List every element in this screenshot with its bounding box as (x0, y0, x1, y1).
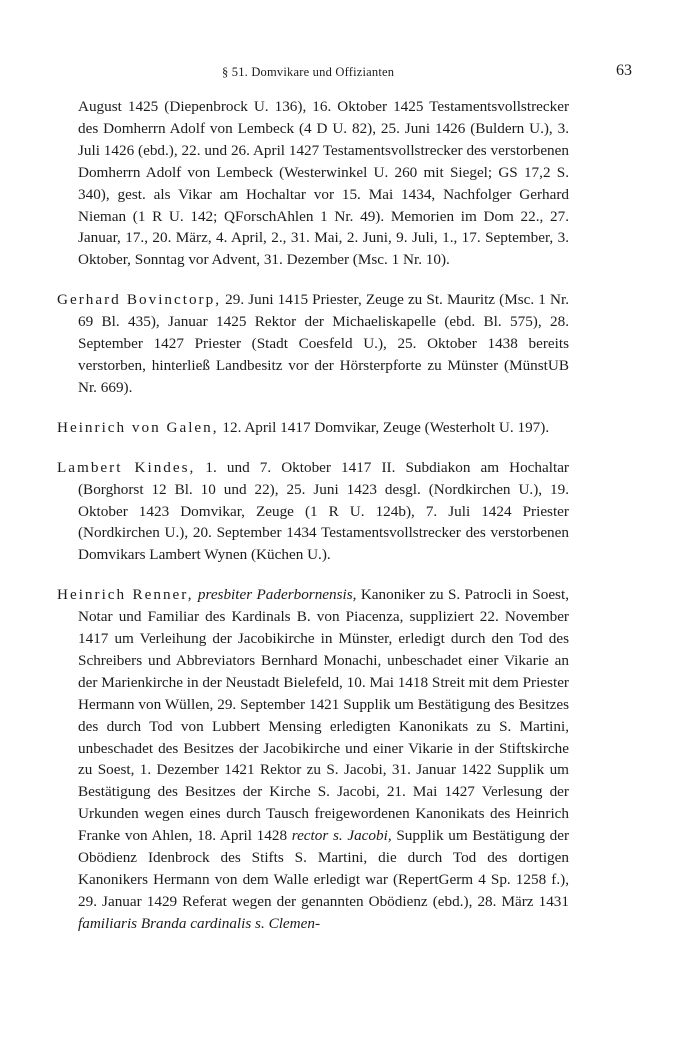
entry-text: 1. und 7. Oktober 1417 II. Subdiakon am Hochaltar (Borghorst 12 Bl. 10 und 22), 25. Juni 1423 desgl. (Nordkirchen U.), 19. Oktober 1423 Domvikar, Zeuge (1 R U. 124b), 7. Juli 1424 Priester (Nordkirchen U.), 20. September 1434 Testamentsvollstrecker des verstorbenen Domvikars Lambert Wynen (Küchen U.). (78, 458, 569, 564)
entry-continuation (57, 96, 569, 271)
entry-name: Heinrich von Galen, (57, 418, 219, 436)
entry-text: August 1425 (Diepenbrock U. 136), 16. Oktober 1425 Testamentsvollstrecker des Domherrn Adolf von Lembeck (4 D U. 82), 25. Juni 1426 (Buldern U.), 3. Juli 1426 (ebd.), 22. und 26. April 1427 Testamentsvollstrecker des verstorbenen Domherrn Adolf von Lembeck (Westerwinkel U. 260 mit Siegel; GS 17,2 S. 340), gest. als Vikar am Hochaltar vor 15. Mai 1434, Nachfolger Gerhard Nieman (1 R U. 142; QForschAhlen 1 Nr. 49). Memorien im Dom 22., 27. Januar, 17., 20. März, 4. April, 2., 31. Mai, 2. Juni, 9. Juli, 1., 17. September, 3. Oktober, Sonntag vor Advent, 31. Dezember (Msc. 1 Nr. 10). (78, 98, 569, 269)
entry-text: Supplik um Bestätigung der Obödienz Idenbrock des Stifts S. Martini, die durch Tod des dortigen Kanonikers Hermann von dem Walle erledigt war (RepertGerm 4 Sp. 1258 f.), 29. Januar 1429 Referat wegen der genannten Obödienz (ebd.), 28. März 1431 (78, 827, 569, 910)
entry-name: Gerhard Bovinctorp, (57, 291, 222, 309)
running-head: § 51. Domvikare und Offizianten (222, 65, 395, 79)
entry-heinrich-renner (57, 584, 569, 935)
entry-italic: rector s. Jacobi, (291, 827, 392, 845)
entry-name: Lambert Kindes, (57, 458, 196, 476)
entry-name: Heinrich Renner, (57, 586, 194, 604)
entry-text: 29. Juni 1415 Priester, Zeuge zu St. Mauritz (Msc. 1 Nr. 69 Bl. 435), Januar 1425 Rektor der Michaeliskapelle (ebd. Bl. 575), 28. September 1427 Priester (Stadt Coesfeld U.), 25. Oktober 1438 bereits verstorben, hinterließ Landbesitz vor der Hörsterpforte zu Münster (MünstUB Nr. 669). (78, 291, 569, 396)
entry-gerhard-bovinctorp (57, 289, 569, 399)
page-header (80, 62, 632, 84)
entry-text: Kanoniker zu S. Patrocli in Soest, Notar und Familiar des Kardinals B. von Piacenza, suppliziert 22. November 1417 um Verleihung der Jacobikirche in Münster, erledigt durch den Tod des Schreibers und Abbreviators Bernhard Monachi, unbeschadet einer Vikarie an der Marienkirche in der Neustadt Bielefeld, 10. Mai 1418 Streit mit dem Priester Hermann von Wüllen, 29. September 1421 Supplik um Bestätigung des Besitzes des durch Tod von Lubbert Mensing erledigten Kanonikats zu S. Martini, unbeschadet des Besitzes der Jacobikirche und einer Vikarie in der Stiftskirche zu Soest, 1. Dezember 1421 Rektor zu S. Jacobi, 31. Januar 1422 Supplik um Bestätigung des Besitzes der Kirche S. Jacobi, 21. Mai 1427 Verlesung der Urkunden wegen eines durch Tausch freigewordenen Kanonikats des Heinrich Franke von Ahlen, 18. April 1428 (78, 586, 569, 845)
entry-heinrich-von-galen (57, 417, 569, 439)
entry-text: 12. April 1417 Domvikar, Zeuge (Westerholt U. 197). (218, 418, 550, 436)
entry-lambert-kindes (57, 457, 569, 567)
page-number: 63 (616, 62, 632, 79)
entry-italic: familiaris Branda cardinalis s. Clemen- (78, 914, 321, 932)
page-body (57, 96, 569, 953)
entry-italic: presbiter Paderbornensis, (197, 586, 357, 604)
